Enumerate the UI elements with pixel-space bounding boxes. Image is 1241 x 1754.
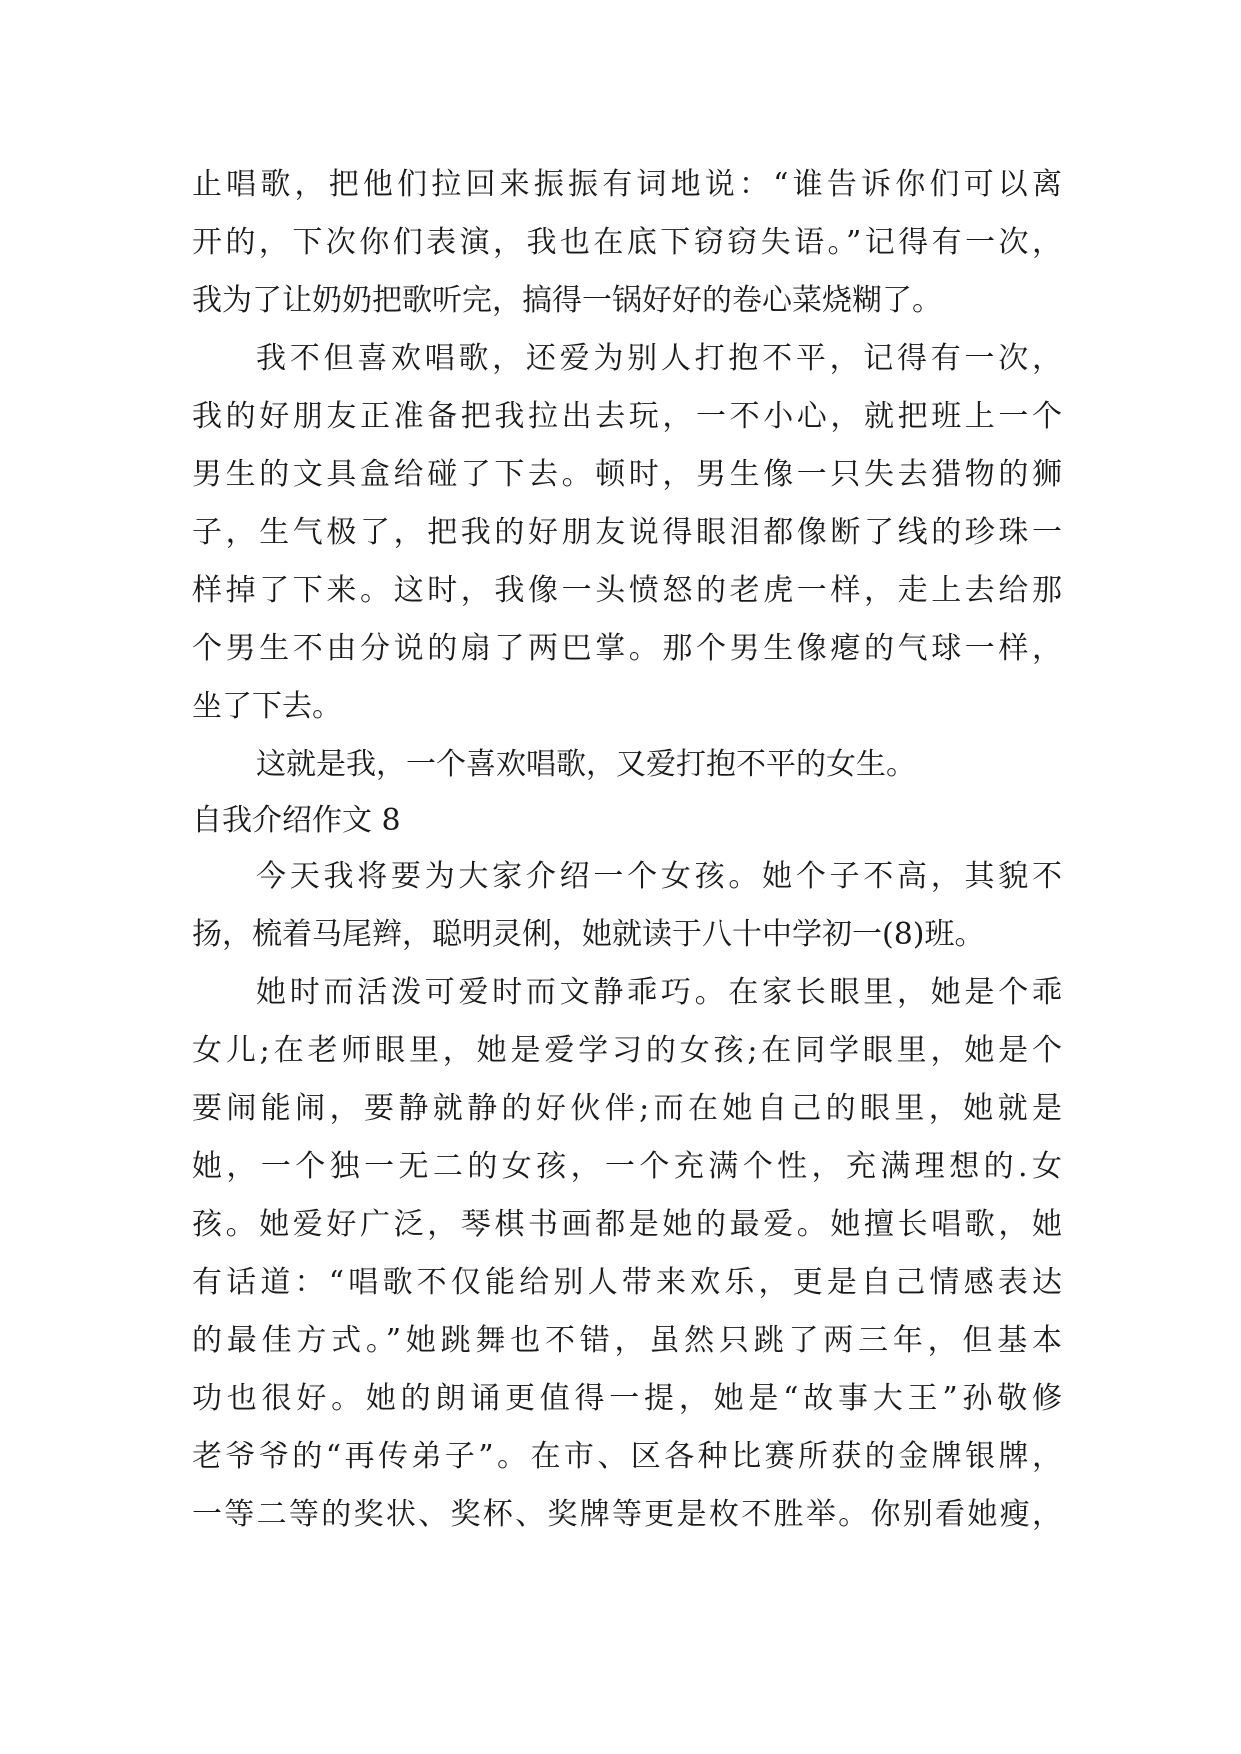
text-line: 要闹能闹，要静就静的好伙伴;而在她自己的眼里，她就是 xyxy=(192,1091,1062,1126)
text-line: 我为了让奶奶把歌听完，搞得一锅好好的卷心菜烧糊了。 xyxy=(192,283,942,318)
text-line: 扬，梳着马尾辫，聪明灵俐，她就读于八十中学初一(8)班。 xyxy=(192,917,985,952)
document-body xyxy=(192,156,1062,1544)
paragraph-3 xyxy=(192,736,1062,794)
paragraph-4 xyxy=(192,848,1062,964)
text-line: 的最佳方式。”她跳舞也不错，虽然只跳了两三年，但基本 xyxy=(192,1323,1062,1358)
text-line: 止唱歌，把他们拉回来振振有词地说：“谁告诉你们可以离 xyxy=(192,167,1062,202)
text-line: 女儿;在老师眼里，她是爱学习的女孩;在同学眼里，她是个 xyxy=(192,1033,1062,1068)
text-line: 男生的文具盒给碰了下去。顿时，男生像一只失去猎物的狮 xyxy=(192,457,1062,492)
paragraph-2 xyxy=(192,330,1062,736)
text-line: 样掉了下来。这时，我像一头愤怒的老虎一样，走上去给那 xyxy=(192,573,1062,608)
text-line: 她时而活泼可爱时而文静乖巧。在家长眼里，她是个乖 xyxy=(256,975,1062,1010)
text-line: 今天我将要为大家介绍一个女孩。她个子不高，其貌不 xyxy=(256,859,1062,894)
text-line: 功也很好。她的朗诵更值得一提，她是“故事大王”孙敬修 xyxy=(192,1381,1062,1416)
text-line: 一等二等的奖状、奖杯、奖牌等更是枚不胜举。你别看她瘦， xyxy=(192,1497,1062,1532)
paragraph-5 xyxy=(192,964,1062,1544)
text-line: 这就是我，一个喜欢唱歌，又爱打抱不平的女生。 xyxy=(256,747,916,782)
text-line: 个男生不由分说的扇了两巴掌。那个男生像瘪的气球一样， xyxy=(192,631,1062,666)
text-line: 老爷爷的“再传弟子”。在市、区各种比赛所获的金牌银牌， xyxy=(192,1439,1062,1474)
text-line: 坐了下去。 xyxy=(192,689,342,724)
text-line: 有话道：“唱歌不仅能给别人带来欢乐，更是自己情感表达 xyxy=(192,1265,1062,1300)
paragraph-1 xyxy=(192,156,1062,330)
text-line: 我的好朋友正准备把我拉出去玩，一不小心，就把班上一个 xyxy=(192,399,1062,434)
text-line: 子，生气极了，把我的好朋友说得眼泪都像断了线的珍珠一 xyxy=(192,515,1062,550)
section-heading: 自我介绍作文 8 xyxy=(192,803,401,838)
text-line: 我不但喜欢唱歌，还爱为别人打抱不平，记得有一次， xyxy=(256,341,1062,376)
text-line: 开的，下次你们表演，我也在底下窃窃失语。”记得有一次， xyxy=(192,225,1062,260)
text-line: 她，一个独一无二的女孩，一个充满个性，充满理想的.女 xyxy=(192,1149,1062,1184)
text-line: 孩。她爱好广泛，琴棋书画都是她的最爱。她擅长唱歌，她 xyxy=(192,1207,1062,1242)
